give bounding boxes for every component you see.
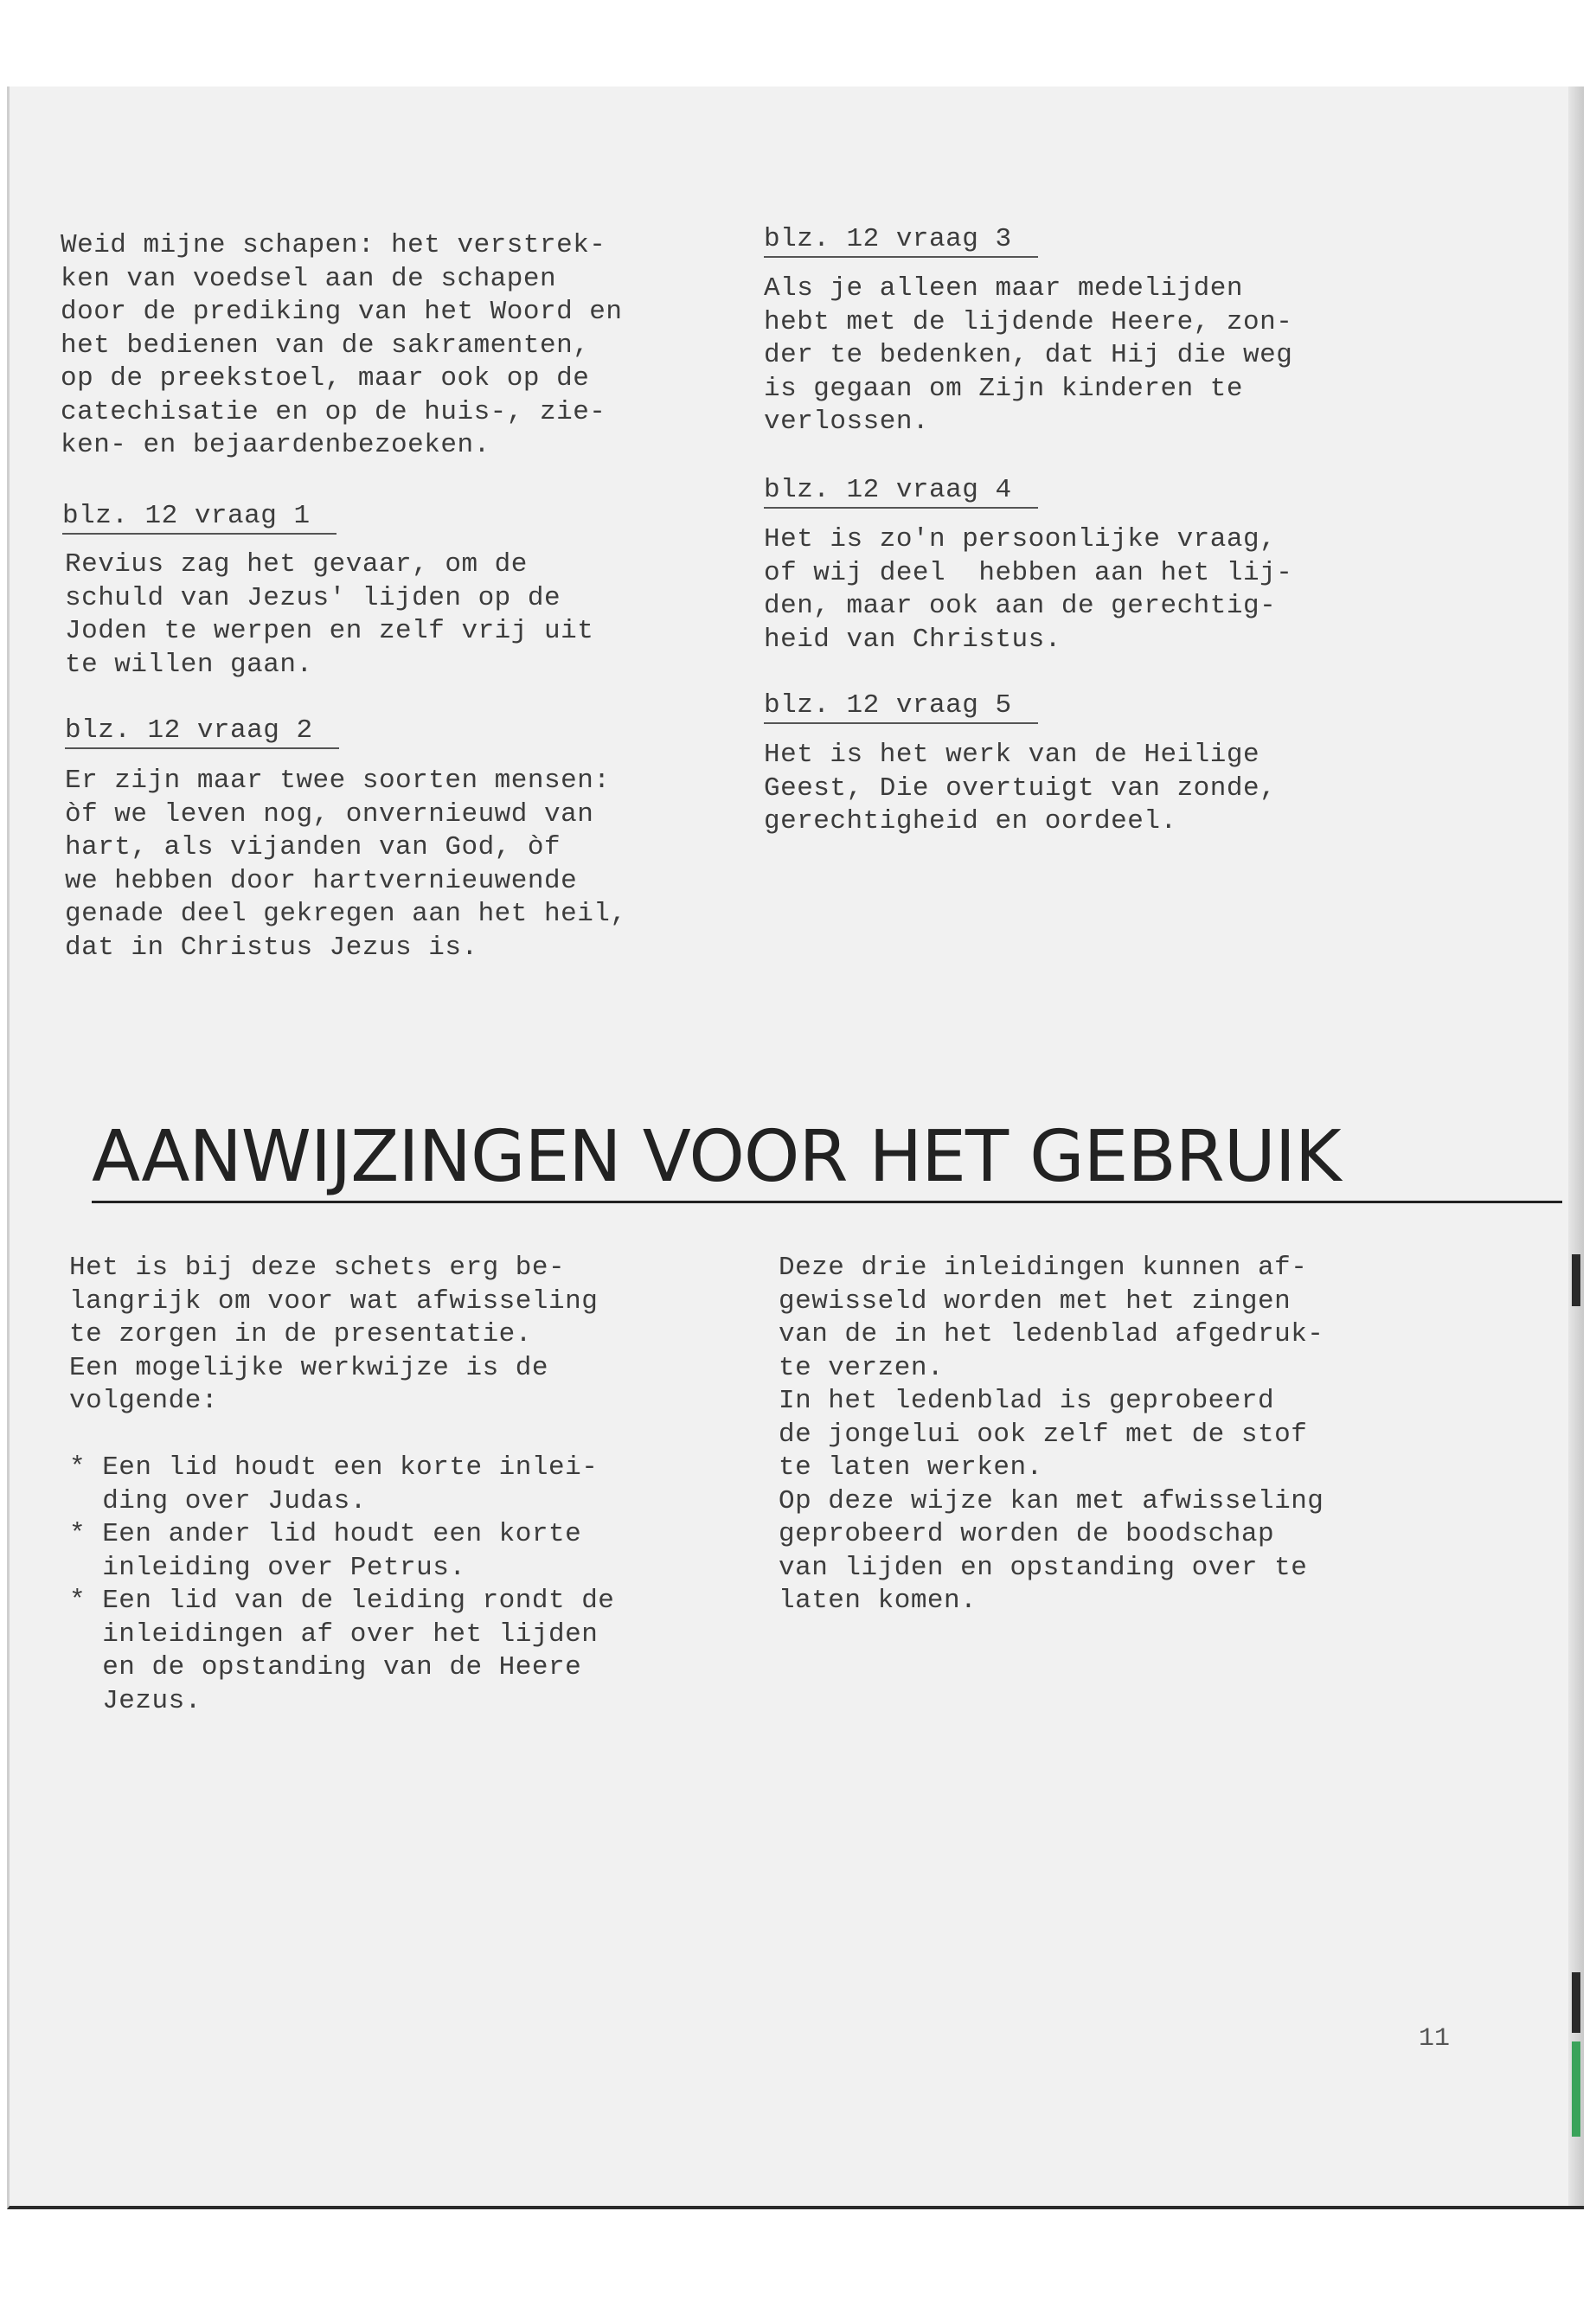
edge-mark [1572,1972,1580,2033]
question-1-heading: blz. 12 vraag 1 [62,500,337,535]
question-5-heading: blz. 12 vraag 5 [764,689,1038,724]
heading-underline [92,1201,1562,1203]
edge-mark [1572,1254,1580,1306]
page-edge [1568,87,1584,2206]
instructions-right: Deze drie inleidingen kunnen af- gewisseld worden met het zingen van de in het ledenblad afgedruk- te verzen. In het ledenblad is geprobeerd de jongelui ook zelf met de stof te laten werken. Op deze wijze kan met afwisseling geprobeerd worden de boodschap van lijden en opstanding over te laten komen. [779,1253,1324,1616]
question-3-answer: Als je alleen maar medelijden hebt met de lijdende Heere, zon- der te bedenken, dat Hij die weg is gegaan om Zijn kinderen te verlossen. [764,273,1293,437]
question-2-answer: Er zijn maar twee soorten mensen: òf we leven nog, onvernieuwd van hart, als vijanden van God, òf we hebben door hartvernieuwende genade deel gekregen aan het heil, dat in Christus Jezus is. [65,766,627,963]
question-1-answer: Revius zag het gevaar, om de schuld van Jezus' lijden op de Joden te werpen en zelf vrij uit te willen gaan. [65,549,594,680]
question-4-heading: blz. 12 vraag 4 [764,474,1038,509]
question-5-answer: Het is het werk van de Heilige Geest, Die overtuigt van zonde, gerechtigheid en oordeel. [764,740,1277,836]
question-2-heading: blz. 12 vraag 2 [65,715,339,749]
section-heading: AANWIJZINGEN VOOR HET GEBRUIK [92,1116,1341,1198]
instructions-left: Het is bij deze schets erg be- langrijk om voor wat afwisseling te zorgen in de presentatie. Een mogelijke werkwijze is de volgende: * Een lid houdt een korte inlei- ding over Judas. * Een ander lid houdt een korte inleiding over Petrus. * Een lid van de leiding rondt de inleidingen af over het lijden en de opstanding van de Heere Jezus. [69,1253,615,1716]
edge-mark [1572,2041,1580,2137]
question-3-heading: blz. 12 vraag 3 [764,223,1038,258]
question-4-answer: Het is zo'n persoonlijke vraag, of wij deel hebben aan het lij- den, maar ook aan de gerechtig- heid van Christus. [764,524,1293,655]
intro-paragraph: Weid mijne schapen: het verstrek- ken van voedsel aan de schapen door de prediking van het Woord en het bedienen van de sakramenten, op de preekstoel, maar ook op de catechisatie en op de huis-, zie- ken- en bejaardenbezoeken. [61,230,623,460]
page-number: 11 [1419,2024,1451,2054]
